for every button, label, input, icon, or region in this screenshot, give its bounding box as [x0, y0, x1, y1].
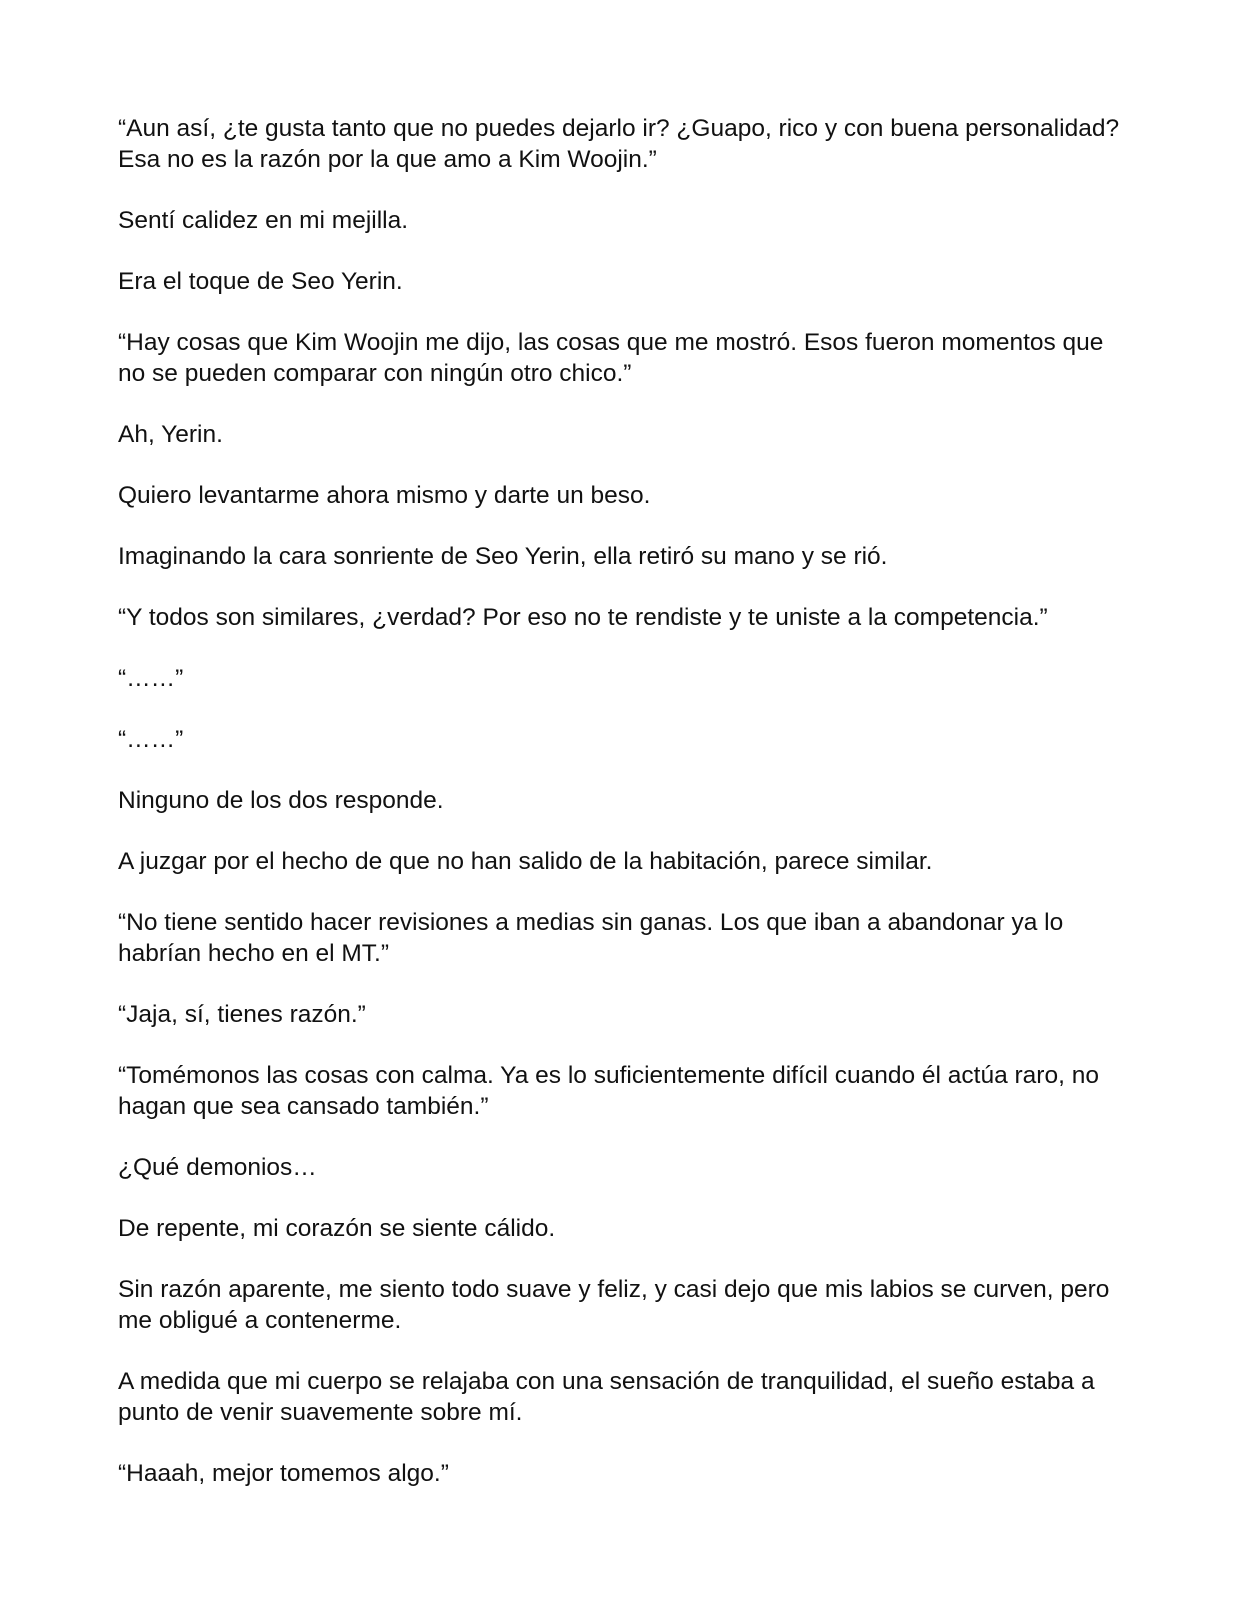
paragraph-2: Sentí calidez en mi mejilla. — [118, 207, 409, 234]
paragraph-15: “Tomémonos las cosas con calma. Ya es lo suficientemente difícil cuando él actúa raro, no hagan que sea cansado también.” — [118, 1062, 1099, 1120]
paragraph-18: Sin razón aparente, me siento todo suave y feliz, y casi dejo que mis labios se curven, pero me obligué a contenerme. — [118, 1276, 1110, 1334]
document-body — [118, 113, 1128, 1519]
paragraph-6: Quiero levantarme ahora mismo y darte un beso. — [118, 482, 651, 509]
paragraph-13: “No tiene sentido hacer revisiones a medias sin ganas. Los que iban a abandonar ya lo habrían hecho en el MT.” — [118, 909, 1064, 967]
paragraph-10: “……” — [118, 726, 184, 753]
paragraph-5: Ah, Yerin. — [118, 421, 223, 448]
paragraph-20: “Haaah, mejor tomemos algo.” — [118, 1460, 449, 1487]
paragraph-17: De repente, mi corazón se siente cálido. — [118, 1215, 556, 1242]
paragraph-14: “Jaja, sí, tienes razón.” — [118, 1001, 366, 1028]
paragraph-11: Ninguno de los dos responde. — [118, 787, 444, 814]
paragraph-1: “Aun así, ¿te gusta tanto que no puedes dejarlo ir? ¿Guapo, rico y con buena personalidad? Esa no es la razón por la que amo a Kim Woojin.” — [118, 115, 1120, 173]
paragraph-19: A medida que mi cuerpo se relajaba con una sensación de tranquilidad, el sueño estaba a punto de venir suavemente sobre mí. — [118, 1368, 1095, 1426]
paragraph-7: Imaginando la cara sonriente de Seo Yerin, ella retiró su mano y se rió. — [118, 543, 888, 570]
paragraph-4: “Hay cosas que Kim Woojin me dijo, las cosas que me mostró. Esos fueron momentos que no se pueden comparar con ningún otro chico.” — [118, 329, 1104, 387]
paragraph-3: Era el toque de Seo Yerin. — [118, 268, 403, 295]
paragraph-16: ¿Qué demonios… — [118, 1154, 317, 1181]
paragraph-9: “……” — [118, 665, 184, 692]
paragraph-12: A juzgar por el hecho de que no han salido de la habitación, parece similar. — [118, 848, 933, 875]
paragraph-8: “Y todos son similares, ¿verdad? Por eso no te rendiste y te uniste a la competencia.” — [118, 604, 1048, 631]
